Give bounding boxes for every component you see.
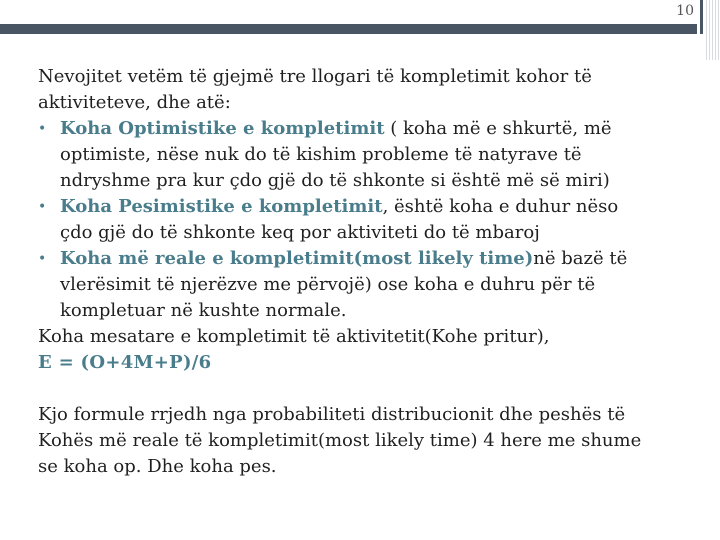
bullet-pessimistic <box>38 194 703 246</box>
page-number: 10 <box>676 3 694 19</box>
bullet-most-likely <box>38 246 703 324</box>
header-bar-end <box>700 0 703 34</box>
bullet-term-most-likely: Koha më reale e kompletimit(most likely time) <box>60 248 534 269</box>
closing-line-3: se koha op. Dhe koha pes. <box>38 456 277 477</box>
spacer <box>38 376 703 402</box>
bullet-text: ndryshme pra kur çdo gjë do të shkonte si është më së miri) <box>60 170 610 191</box>
formula: E = (O+4M+P)/6 <box>38 352 212 373</box>
bullet-term-pessimistic: Koha Pesimistike e kompletimit <box>60 196 383 217</box>
bullet-icon: • <box>38 251 47 267</box>
intro-line-1: Nevojitet vetëm të gjejmë tre llogari të kompletimit kohor të <box>38 66 592 87</box>
slide-content <box>38 64 703 480</box>
mean-time-line: Koha mesatare e kompletimit të aktivitetit(Kohe pritur), <box>38 326 550 347</box>
bullet-text: në bazë të <box>533 248 628 269</box>
bullet-icon: • <box>38 199 47 215</box>
closing-line-2: Kohës më reale të kompletimit(most likely time) 4 here me shume <box>38 430 642 451</box>
decorative-stripes <box>706 0 720 60</box>
header-bar <box>0 24 697 34</box>
intro-line-2: aktiviteteve, dhe atë: <box>38 92 231 113</box>
bullet-icon: • <box>38 121 47 137</box>
bullet-text: çdo gjë do të shkonte keq por aktiviteti do të mbaroj <box>60 222 540 243</box>
bullet-text: kompletuar në kushte normale. <box>60 300 347 321</box>
bullet-text: optimiste, nëse nuk do të kishim probleme të natyrave të <box>60 144 582 165</box>
bullet-optimistic <box>38 116 703 194</box>
closing-line-1: Kjo formule rrjedh nga probabiliteti distribucionit dhe peshës të <box>38 404 626 425</box>
bullet-text: vlerësimit të njerëzve me përvojë) ose koha e duhru për të <box>60 274 596 295</box>
bullet-term-optimistic: Koha Optimistike e kompletimit <box>60 118 385 139</box>
bullet-text: ( koha më e shkurtë, më <box>384 118 612 139</box>
bullet-text: , është koha e duhur nëso <box>382 196 619 217</box>
